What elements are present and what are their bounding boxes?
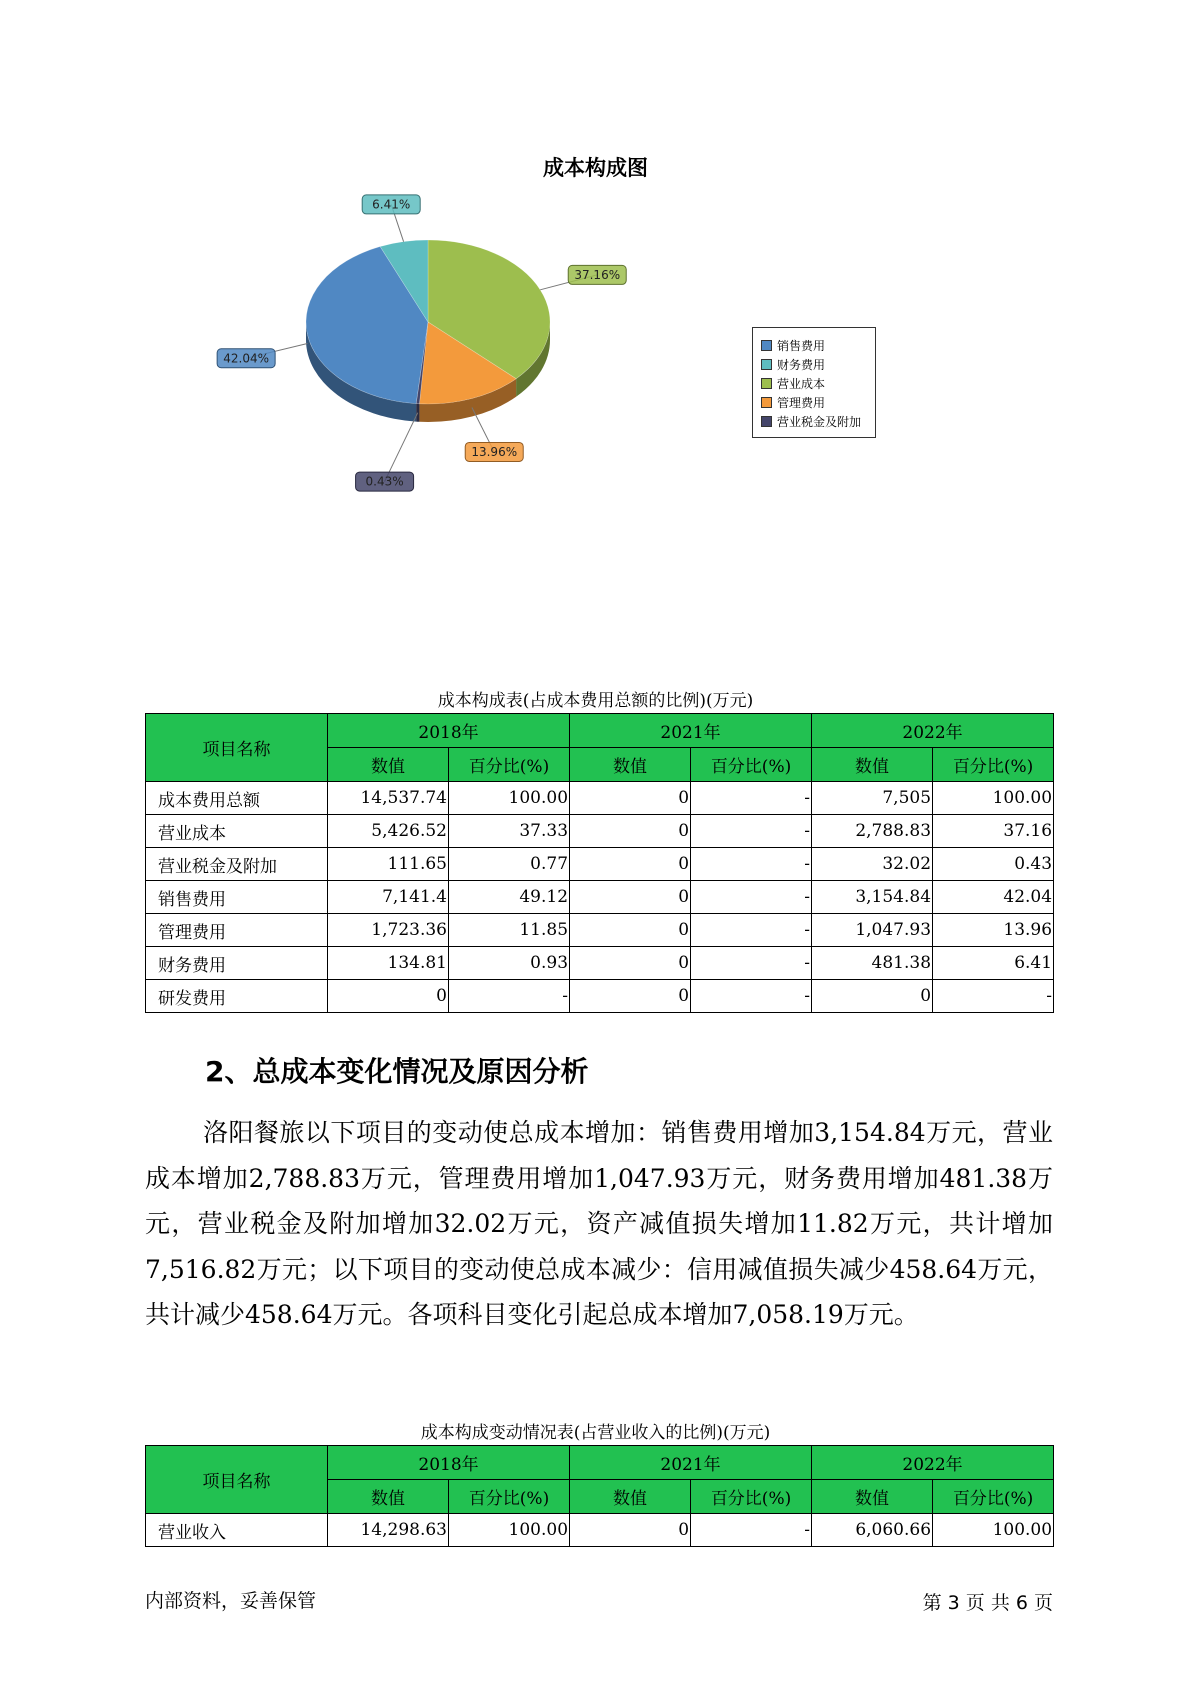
- table-cell: 2,788.83: [812, 815, 933, 848]
- row-label: 研发费用: [146, 980, 328, 1013]
- header-percent: 百分比(%): [691, 1480, 812, 1514]
- header-year: 2018年: [328, 714, 570, 748]
- table-cell: 0: [328, 980, 449, 1013]
- cost-composition-table: [145, 713, 1054, 1013]
- chart-legend: [752, 327, 876, 438]
- data-label: 42.04%: [223, 351, 270, 366]
- legend-swatch: [761, 359, 772, 370]
- table-cell: -: [691, 980, 812, 1013]
- table-cell: 111.65: [328, 848, 449, 881]
- table-cell: -: [691, 947, 812, 980]
- label-leader-line: [385, 413, 418, 482]
- table-cell: -: [691, 848, 812, 881]
- row-label: 营业成本: [146, 815, 328, 848]
- header-value: 数值: [328, 1480, 449, 1514]
- table-row: [146, 815, 1054, 848]
- table-row: [146, 881, 1054, 914]
- legend-item: [761, 336, 869, 355]
- table-cell: 37.16: [933, 815, 1054, 848]
- table-row: [146, 1514, 1054, 1547]
- table-cell: 1,723.36: [328, 914, 449, 947]
- header-percent: 百分比(%): [691, 748, 812, 782]
- legend-swatch: [761, 340, 772, 351]
- table-cell: 0: [570, 881, 691, 914]
- header-year: 2021年: [570, 714, 812, 748]
- legend-label: 营业税金及附加: [777, 415, 862, 429]
- header-percent: 百分比(%): [449, 1480, 570, 1514]
- data-label: 13.96%: [471, 444, 518, 459]
- table-cell: 11.85: [449, 914, 570, 947]
- table-cell: 100.00: [449, 1514, 570, 1547]
- pie-chart: [0, 0, 1191, 560]
- header-item-name: 项目名称: [146, 714, 328, 782]
- table-cell: 0: [570, 947, 691, 980]
- table-cell: 100.00: [449, 782, 570, 815]
- legend-label: 销售费用: [777, 339, 826, 353]
- table-cell: 0.93: [449, 947, 570, 980]
- table-cell: 14,537.74: [328, 782, 449, 815]
- legend-swatch: [761, 416, 772, 427]
- row-label: 管理费用: [146, 914, 328, 947]
- table-cell: -: [691, 782, 812, 815]
- table-cell: 3,154.84: [812, 881, 933, 914]
- header-item-name: 项目名称: [146, 1446, 328, 1514]
- data-label: 37.16%: [574, 267, 621, 282]
- table-cell: 0: [570, 1514, 691, 1547]
- table-cell: 0: [570, 815, 691, 848]
- table-cell: 37.33: [449, 815, 570, 848]
- header-year: 2021年: [570, 1446, 812, 1480]
- table-cell: 0: [570, 848, 691, 881]
- row-label: 财务费用: [146, 947, 328, 980]
- header-year: 2022年: [812, 1446, 1054, 1480]
- header-value: 数值: [328, 748, 449, 782]
- legend-swatch: [761, 378, 772, 389]
- row-label: 销售费用: [146, 881, 328, 914]
- analysis-paragraph: 洛阳餐旅以下项目的变动使总成本增加：销售费用增加3,154.84万元，营业成本增加2,788.83万元，管理费用增加1,047.93万元，财务费用增加481.38万元，营业税金及附加增加32.02万元，资产减值损失增加11.82万元，共计增加7,516.82万元；以下项目的变动使总成本减少：信用减值损失减少458.64万元，共计减少458.64万元。各项科目变化引起总成本增加7,058.19万元。: [145, 1118, 1053, 1329]
- table2-caption: 成本构成变动情况表(占营业收入的比例)(万元): [420, 1423, 771, 1443]
- header-value: 数值: [812, 748, 933, 782]
- table-cell: -: [691, 881, 812, 914]
- header-percent: 百分比(%): [933, 1480, 1054, 1514]
- table-cell: 49.12: [449, 881, 570, 914]
- legend-item: [761, 393, 869, 412]
- legend-item: [761, 412, 869, 431]
- table-cell: 14,298.63: [328, 1514, 449, 1547]
- header-value: 数值: [812, 1480, 933, 1514]
- legend-label: 营业成本: [777, 377, 826, 391]
- header-year: 2022年: [812, 714, 1054, 748]
- table-cell: 0: [812, 980, 933, 1013]
- footer-confidential: 内部资料，妥善保管: [145, 1590, 317, 1612]
- table-cell: 0: [570, 914, 691, 947]
- table-cell: 5,426.52: [328, 815, 449, 848]
- header-value: 数值: [570, 1480, 691, 1514]
- row-label: 成本费用总额: [146, 782, 328, 815]
- table-cell: 134.81: [328, 947, 449, 980]
- chart-title: 成本构成图: [543, 156, 648, 180]
- table-cell: 32.02: [812, 848, 933, 881]
- table-cell: 0: [570, 782, 691, 815]
- table-cell: 100.00: [933, 1514, 1054, 1547]
- table-cell: 13.96: [933, 914, 1054, 947]
- data-label: 6.41%: [372, 197, 411, 212]
- table-row: [146, 782, 1054, 815]
- table-row: [146, 848, 1054, 881]
- pie-slice-side: [416, 404, 419, 422]
- table-cell: -: [449, 980, 570, 1013]
- table1-caption: 成本构成表(占成本费用总额的比例)(万元): [437, 691, 754, 711]
- cost-change-table: [145, 1445, 1054, 1547]
- legend-label: 管理费用: [777, 396, 826, 410]
- header-year: 2018年: [328, 1446, 570, 1480]
- section-heading: 2、总成本变化情况及原因分析: [205, 1055, 589, 1088]
- table-cell: -: [691, 1514, 812, 1547]
- table-cell: 7,505: [812, 782, 933, 815]
- legend-item: [761, 374, 869, 393]
- row-label: 营业收入: [146, 1514, 328, 1547]
- legend-swatch: [761, 397, 772, 408]
- table-cell: 0.43: [933, 848, 1054, 881]
- table-cell: -: [691, 815, 812, 848]
- footer-page-number: 第 3 页 共 6 页: [922, 1592, 1053, 1614]
- table-cell: 6.41: [933, 947, 1054, 980]
- legend-item: [761, 355, 869, 374]
- table-cell: 42.04: [933, 881, 1054, 914]
- table-row: [146, 914, 1054, 947]
- legend-label: 财务费用: [777, 358, 826, 372]
- table-row: [146, 980, 1054, 1013]
- table-cell: 0.77: [449, 848, 570, 881]
- table-cell: -: [933, 980, 1054, 1013]
- table-cell: 481.38: [812, 947, 933, 980]
- table-cell: 6,060.66: [812, 1514, 933, 1547]
- data-label: 0.43%: [365, 474, 404, 489]
- table-cell: 100.00: [933, 782, 1054, 815]
- table-row: [146, 947, 1054, 980]
- table-cell: 7,141.4: [328, 881, 449, 914]
- row-label: 营业税金及附加: [146, 848, 328, 881]
- header-percent: 百分比(%): [449, 748, 570, 782]
- header-percent: 百分比(%): [933, 748, 1054, 782]
- table-cell: 1,047.93: [812, 914, 933, 947]
- table-cell: 0: [570, 980, 691, 1013]
- table-cell: -: [691, 914, 812, 947]
- header-value: 数值: [570, 748, 691, 782]
